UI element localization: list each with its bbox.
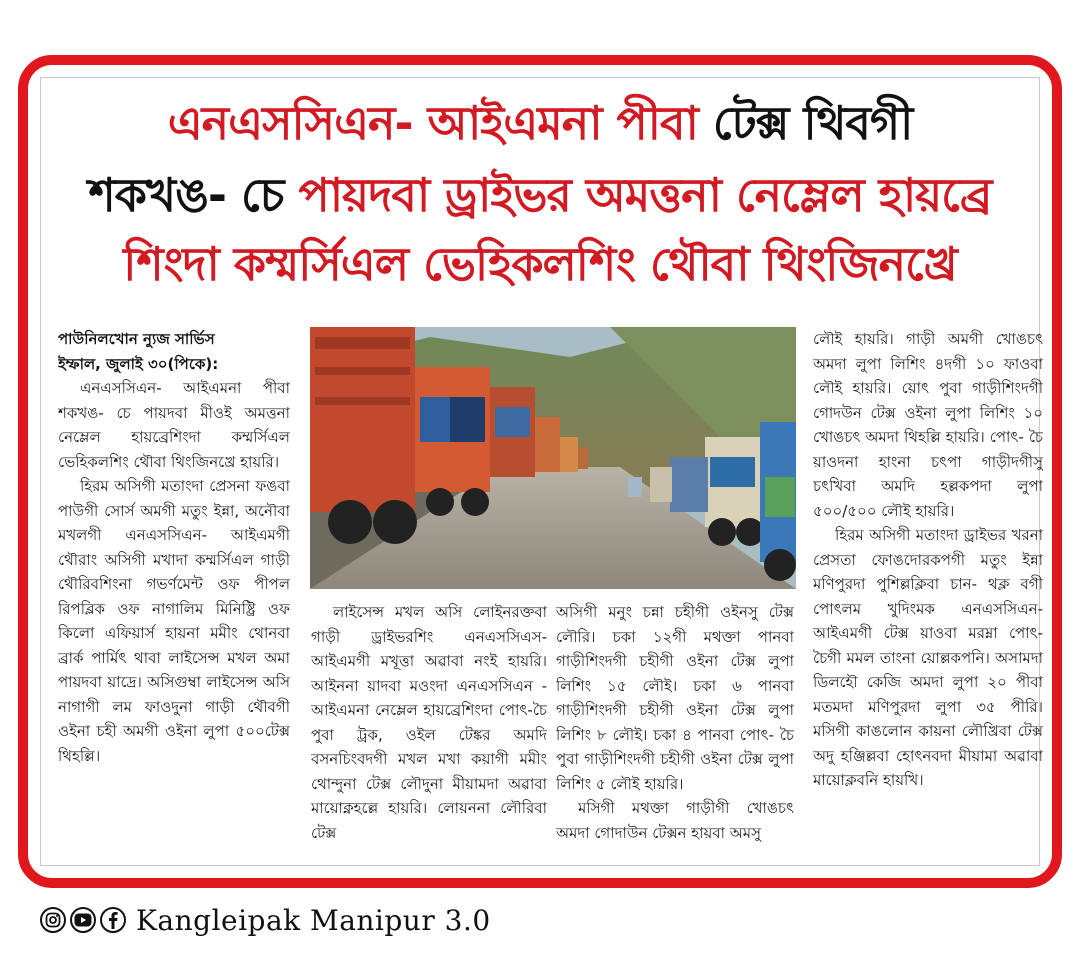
paragraph: হিরম অসিগী মতাংদা প্রেসনা ফঙবা পাউগী সোর্স অমগী মতুং ইন্না, অনৌবা মখলগী এনএসসিএন- আইএমগী থৌরাং অসিগী মখাদা কম্মর্সিএল গাড়ী থৌরিবশিংনা গভর্ণমেন্ট ওফ পীপল রিপব্লিক ওফ নাগালিম মিনিষ্ট্রি ওফ কিলো এফিয়ার্স হায়না মমীং থোনবা ব্রাৰ্ক পার্মিৎ থাবা লাইসেন্স মখল অমা পায়দবা য়াদ্রে। অসিগুম্বা লাইসেন্স অসি নাগাগী লম ফাওদুনা গাড়ী থৌবগী ওইনা চহী অমগী ওইনা লুপা ৫০০টেক্স থিহল্লি।	[58, 477, 290, 765]
headline-line-3-red: শিংদা কম্মর্সিএল ভেহিকলশিং থৌবা থিংজিনখ্রে	[123, 237, 957, 291]
byline-dateline: ইম্ফাল, জুলাই ৩০(পিকে):	[58, 354, 219, 373]
trucks-on-road-photo	[310, 327, 796, 589]
headline-line-3	[28, 233, 1052, 295]
paragraph: এনএসসিএন- আইএমনা পীবা শকখঙ- চে পায়দবা মীওই অমত্তনা নেম্লেল হায়ব্রেশিংদা কম্মর্সিএল ভেহিকলশিং থৌবা থিংজিনখ্রে হায়রি।	[58, 379, 290, 471]
photo-illustration	[310, 327, 796, 589]
paragraph: অসিগী মনুং চন্না চহীগী ওইনসু টেক্স লৌরি। চকা ১২গী মথক্তা পানবা গাড়ীশিংদগী চহীগী ওইনা টেক্স লুপা লিশিং ১৫ লৌই। চকা ৬ পানবা গাড়ীশিংদগী চহীগী ওইনা টেক্স লুপা লিশিং ৮ লৌই। চকা ৪ পানবা পোৎ- চৈ পুবা গাড়ীশিংদগী চহীগী ওইনা টেক্স লুপা লিশিং ৫ লৌই হায়রি।	[556, 603, 794, 793]
headline-line-1-black: টেক্স থিবগী	[697, 96, 913, 150]
newspaper-clipping	[18, 55, 1062, 888]
headline-line-2-red: পায়দবা ড্রাইভর অমত্তনা নেম্লেল হায়ব্রে	[298, 168, 992, 222]
paragraph: মসিগী মথক্তা গাড়ীগী খোঙচৎ অমদা গোদাউন টেক্সন হায়বা অমসু	[556, 799, 794, 842]
footer-branding	[40, 900, 491, 940]
article-column-2	[311, 600, 547, 875]
facebook-icon[interactable]	[100, 907, 126, 933]
paragraph: লাইসেন্স মখল অসি লোইনরক্তবা গাড়ী ড্রাইভরশিং এনএসসিএস- আইএমগী মখূত্তা অৱাবা নংই হায়রি। আইননা য়াদবা মওংদা এনএসসিএন - আইএমনা নেম্লেল হায়ব্রেশিংদা পোৎ-চৈ পুবা ট্রক, ওইল টেঙ্কর অমদি বসনচিংবদগী মখল মখা কয়াগী মমীং থোন্দুনা টেক্স লৌদুনা মীয়ামদা অৱাবা মায়োক্নহল্লে হায়রি। লোয়ননা লৌরিবা টেক্স	[311, 603, 547, 842]
article-column-1	[58, 327, 290, 872]
headline-line-1-red: এনএসসিএন- আইএমনা পীবা	[167, 96, 698, 150]
youtube-icon[interactable]	[70, 907, 96, 933]
instagram-icon[interactable]	[40, 907, 66, 933]
paragraph: লৌই হায়রি। গাড়ী অমগী খোঙচৎ অমদা লুপা লিশিং ৪দগী ১০ ফাওবা লৌই হায়রি। য়োৎ পুবা গাড়ীশিংদগী গোদউন টেক্স ওইনা লুপা লিশিং ১০ খোঙচৎ অমদা থিহল্লি হায়রি। পোৎ- চৈ য়াওদনা হাংনা চৎপা গাড়ীদগীসু চৎখিবা অমদি হল্লকপদা লুপা ৫০০/৫০০ লৌই হায়রি।	[813, 330, 1043, 520]
article-column-3	[556, 600, 794, 875]
brand-name: Kangleipak Manipur 3.0	[136, 903, 491, 937]
byline-source: পাউনিলখোন ন্যুজ সার্ভিস	[58, 330, 215, 348]
headline-line-1	[28, 93, 1052, 153]
headline-line-2-black: শকখঙ- চে	[88, 168, 299, 222]
article-column-4	[813, 327, 1043, 872]
paragraph: হিরম অসিগী মতাংদা ড্রাইভর খরনা প্রেসতা ফোঙদোরকপগী মতুং ইন্না মণিপুরদা পুশিল্লক্লিবা চান- থক্ল বগী পোৎলম খুদিংমক এনএসসিএন- আইএমগী টেক্স য়াওবা মরম্না পোৎ- চৈগী মমল তাংনা য়োল্লকপনি। অসামদা ডিলহৌ কেজি অমদা লুপা ২০ পীবা মতমদা মণিপুরদা লুপা ৩৫ পীরি। মসিগী কাঙলোন কায়না লৌখ্রিবা টেক্স অদু হঞ্জিল্লবা হোৎনবদা মীয়ামা অৱাবা মায়োক্লবনি হায়খি।	[813, 526, 1043, 789]
headline-line-2	[28, 165, 1052, 225]
